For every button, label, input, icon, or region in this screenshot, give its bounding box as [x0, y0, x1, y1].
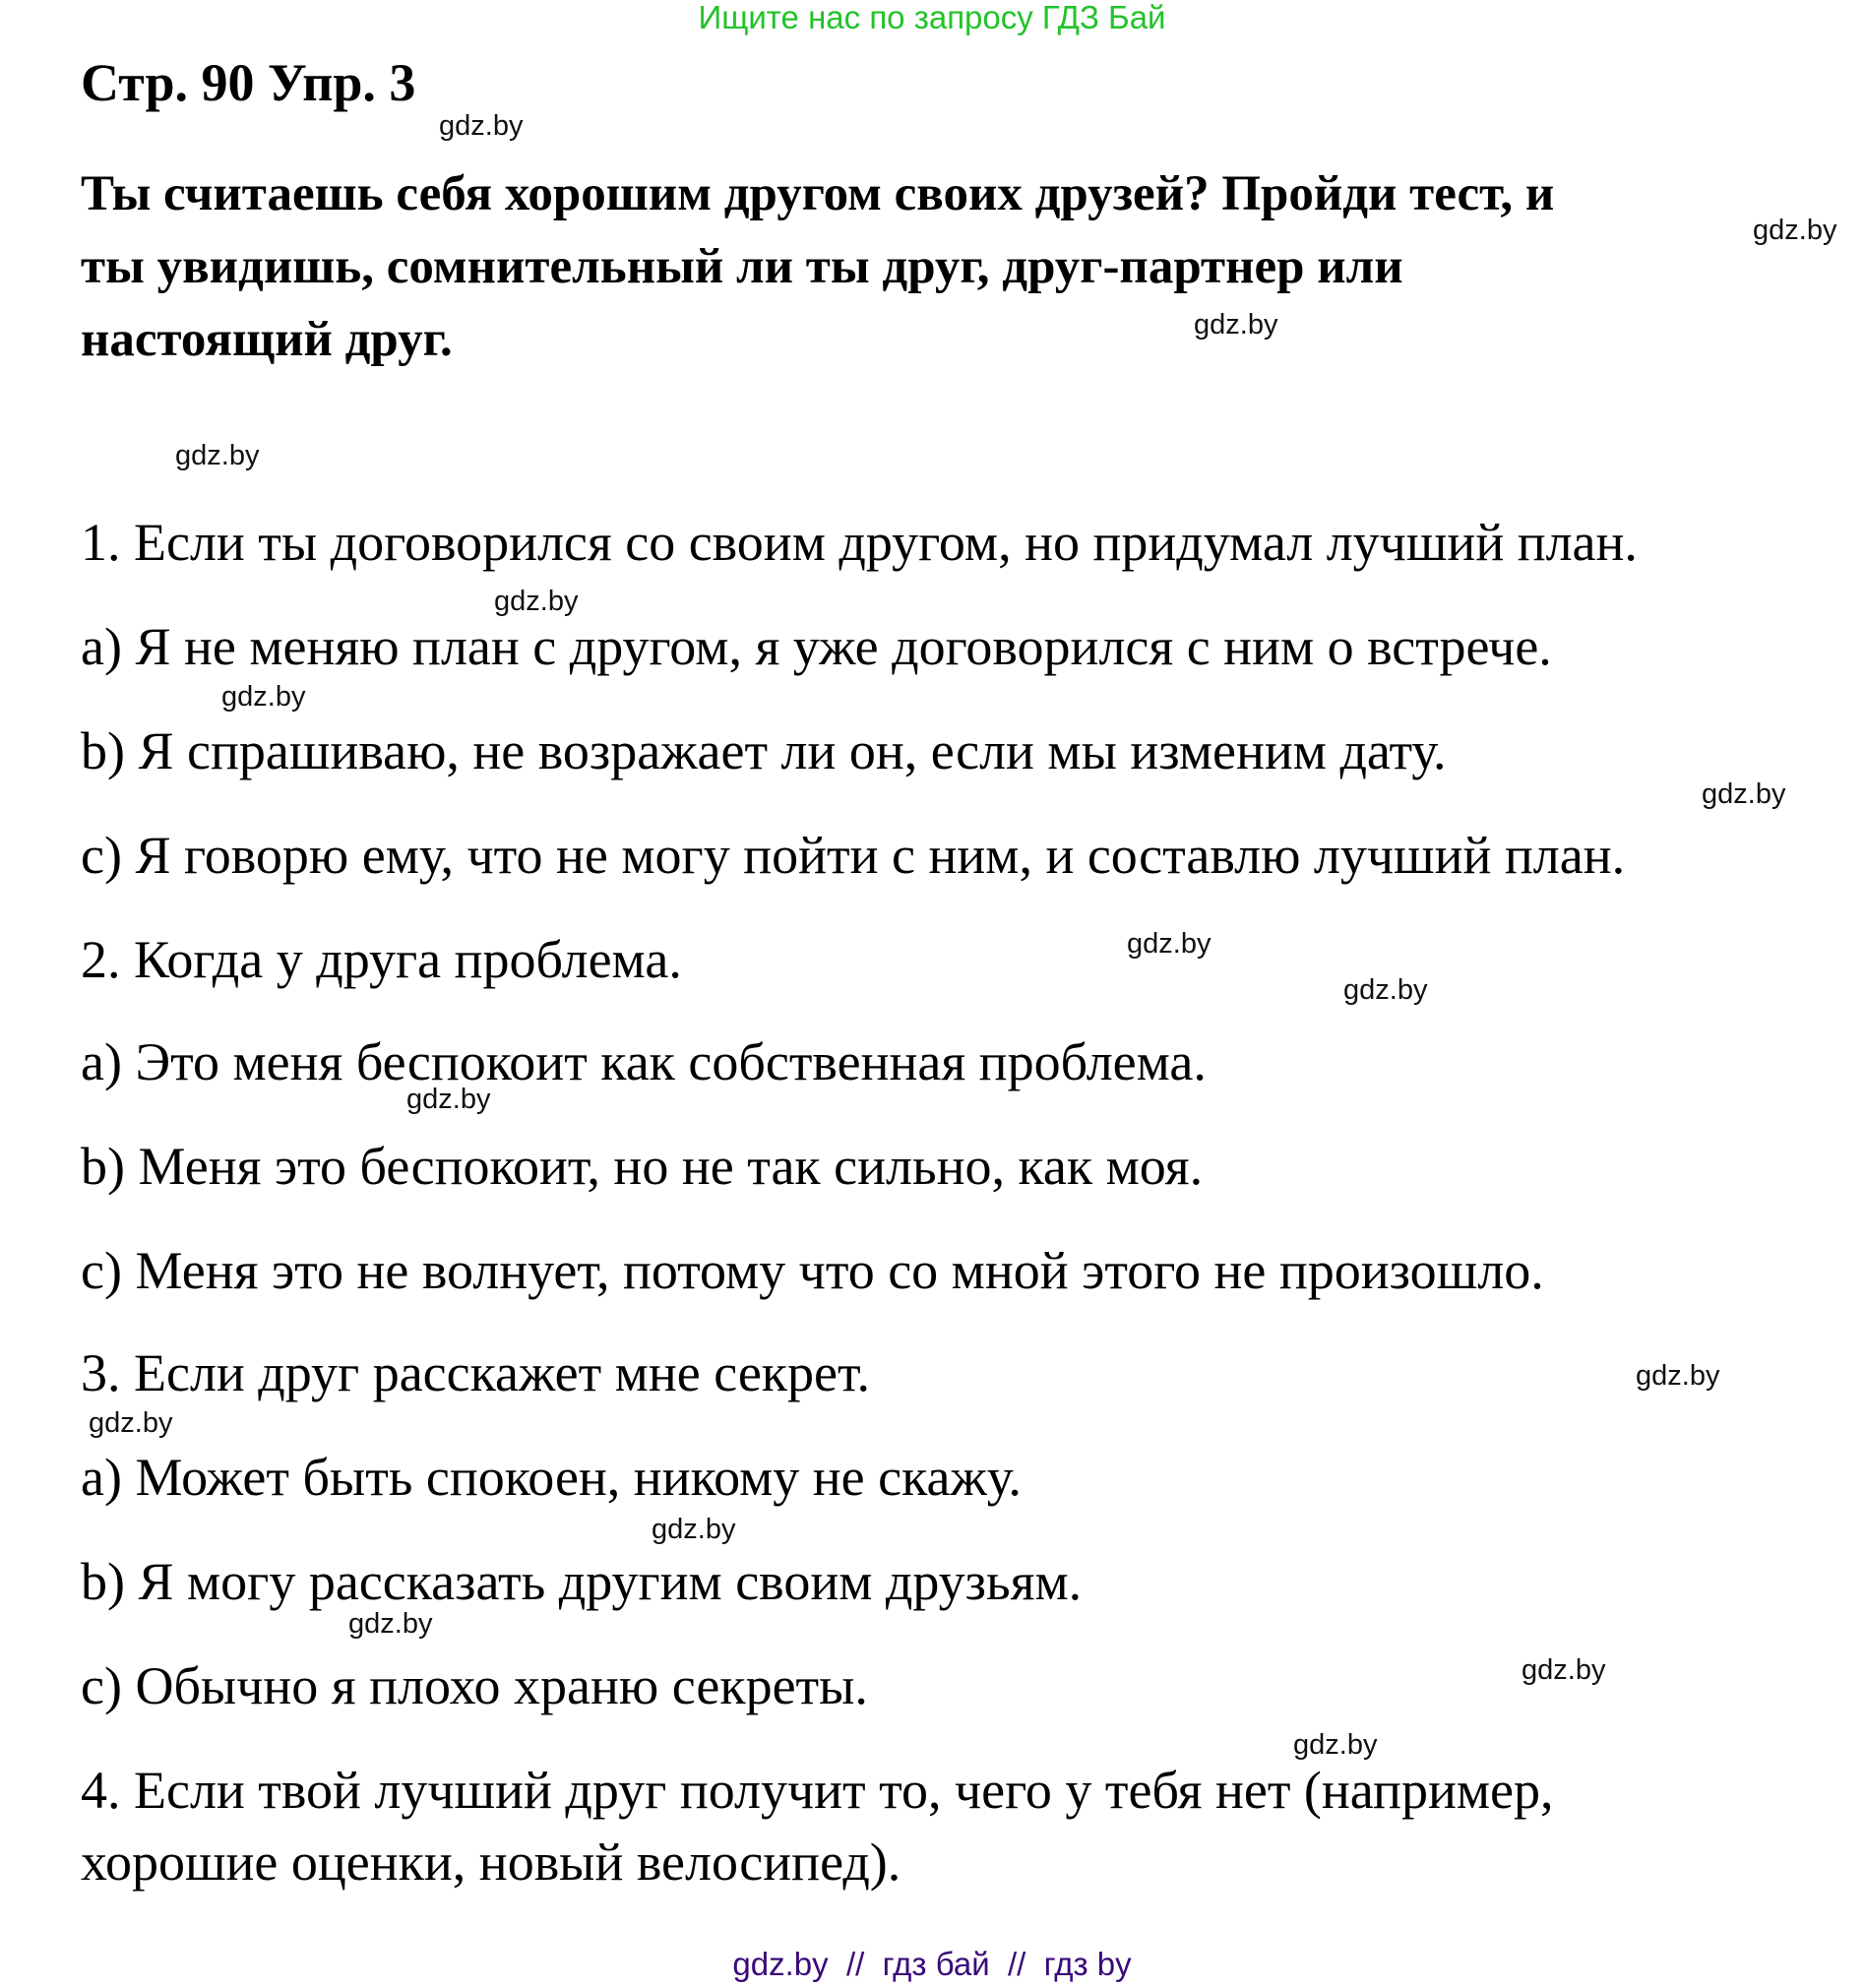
watermark: gdz.by	[1522, 1654, 1606, 1686]
question-3-option-a: a) Может быть спокоен, никому не скажу.	[81, 1448, 1022, 1507]
question-1-option-a: a) Я не меняю план с другом, я уже договорился с ним о встрече.	[81, 617, 1552, 676]
watermark: gdz.by	[1343, 974, 1428, 1006]
watermark: gdz.by	[1636, 1360, 1720, 1392]
watermark: gdz.by	[221, 681, 306, 713]
watermark: gdz.by	[1194, 309, 1278, 341]
watermark: gdz.by	[494, 586, 579, 617]
question-2-option-a: a) Это меня беспокоит как собственная проблема.	[81, 1032, 1207, 1091]
question-4-line-2: хорошие оценки, новый велосипед).	[81, 1833, 901, 1892]
watermark: gdz.by	[89, 1407, 173, 1439]
watermark: gdz.by	[348, 1608, 433, 1640]
question-3: 3. Если друг расскажет мне секрет.	[81, 1343, 871, 1402]
watermark: gdz.by	[1127, 928, 1212, 960]
watermark: gdz.by	[406, 1084, 491, 1115]
question-2: 2. Когда у друга проблема.	[81, 930, 682, 989]
question-1-option-b: b) Я спрашиваю, не возражает ли он, если мы изменим дату.	[81, 721, 1447, 780]
instruction-line: настоящий друг.	[81, 312, 453, 367]
question-3-option-c: c) Обычно я плохо храню секреты.	[81, 1656, 868, 1715]
top-banner: Ищите нас по запросу ГДЗ Бай	[698, 0, 1166, 35]
watermark: gdz.by	[175, 440, 260, 471]
footer-watermark: gdz.by // гдз бай // гдз by	[732, 1946, 1132, 1982]
watermark: gdz.by	[1293, 1729, 1378, 1761]
watermark: gdz.by	[652, 1514, 736, 1545]
watermark: gdz.by	[439, 110, 524, 142]
question-2-option-b: b) Меня это беспокоит, но не так сильно, как моя.	[81, 1137, 1204, 1196]
instruction-line: ты увидишь, сомнительный ли ты друг, друг-партнер или	[81, 239, 1403, 294]
question-4-line-1: 4. Если твой лучший друг получит то, чего у тебя нет (например,	[81, 1761, 1554, 1820]
watermark: gdz.by	[1753, 215, 1837, 246]
question-1-option-c: c) Я говорю ему, что не могу пойти с ним, и составлю лучший план.	[81, 826, 1626, 885]
instruction-line: Ты считаешь себя хорошим другом своих друзей? Пройди тест, и	[81, 166, 1555, 221]
question-2-option-c: c) Меня это не волнует, потому что со мной этого не произошло.	[81, 1241, 1544, 1300]
question-3-option-b: b) Я могу рассказать другим своим друзьям.	[81, 1552, 1083, 1611]
question-1: 1. Если ты договорился со своим другом, но придумал лучший план.	[81, 513, 1638, 572]
instruction-text	[81, 157, 1803, 376]
page-title: Стр. 90 Упр. 3	[81, 53, 416, 112]
watermark: gdz.by	[1702, 778, 1786, 810]
